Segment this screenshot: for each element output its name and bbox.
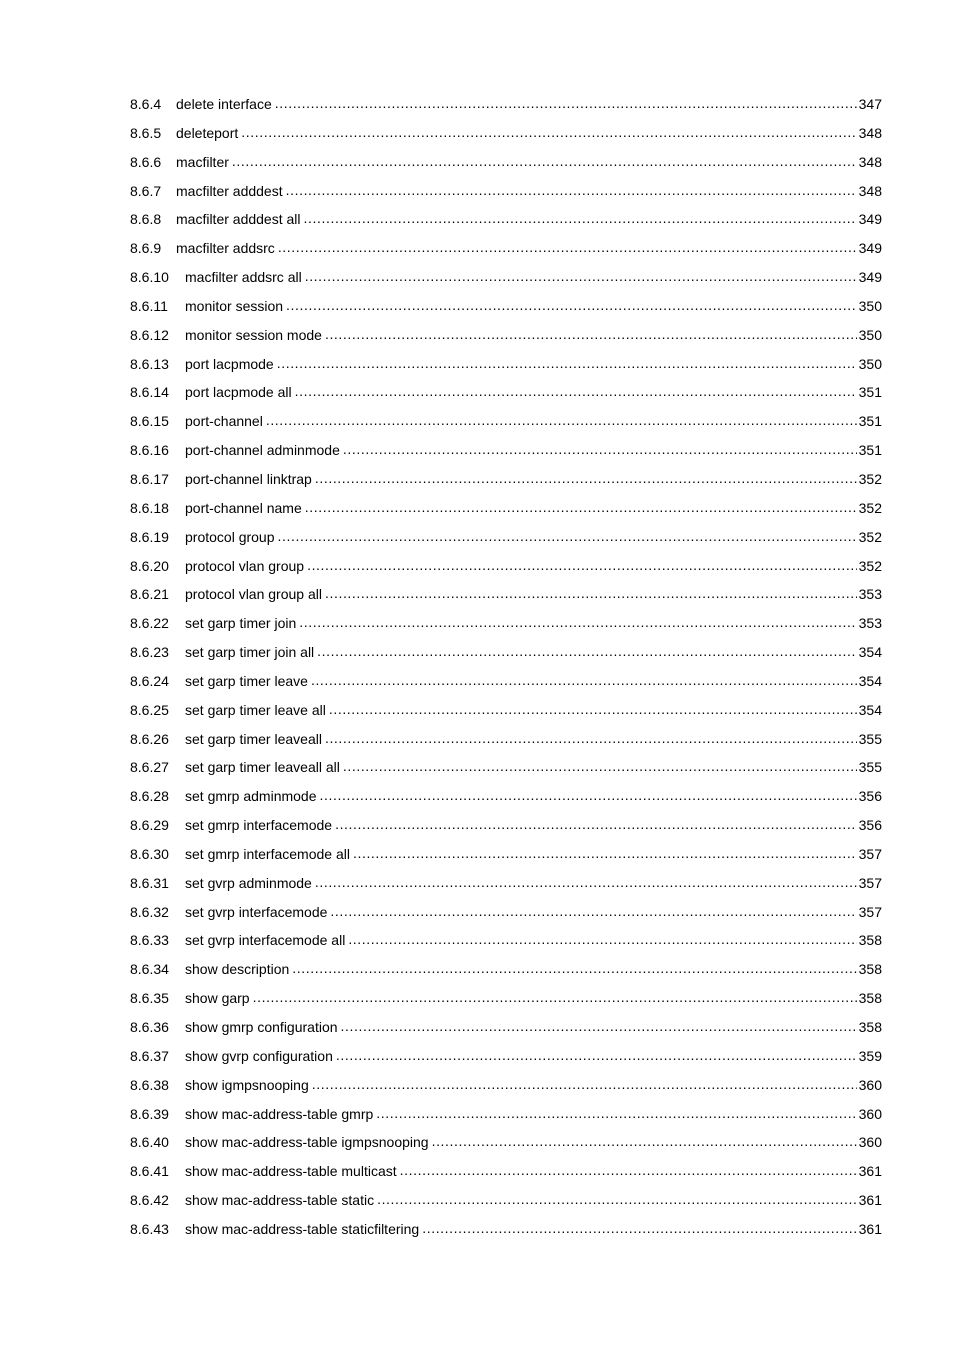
toc-entry-title: show description <box>185 961 290 978</box>
toc-entry[interactable] <box>130 840 882 869</box>
toc-entry-number: 8.6.4 <box>130 96 162 112</box>
toc-entry-page: 358 <box>858 932 882 949</box>
toc-entry-number: 8.6.22 <box>130 615 169 632</box>
toc-entry-page: 361 <box>858 1163 882 1180</box>
toc-entry-page: 347 <box>858 96 882 112</box>
toc-entry-page: 356 <box>858 817 882 834</box>
toc-entry-number: 8.6.14 <box>130 384 169 401</box>
toc-entry-page: 361 <box>858 1220 882 1237</box>
toc-entry-number: 8.6.6 <box>130 153 162 170</box>
toc-entry-title: show igmpsnooping <box>185 1076 309 1093</box>
toc-entry-page: 348 <box>858 124 882 141</box>
toc-entry[interactable] <box>130 177 882 206</box>
toc-entry-title: port lacpmode all <box>185 384 292 401</box>
toc-entry-number: 8.6.16 <box>130 442 169 459</box>
toc-entry[interactable] <box>130 984 882 1013</box>
toc-entry-title: show mac-address-table static <box>185 1192 375 1209</box>
toc-entry[interactable] <box>130 494 882 523</box>
toc-entry-number: 8.6.26 <box>130 730 169 747</box>
toc-entry[interactable] <box>130 321 882 350</box>
toc-entry-number: 8.6.36 <box>130 1019 169 1035</box>
toc-entry-page: 350 <box>858 355 882 372</box>
toc-entry-title: show mac-address-table igmpsnooping <box>185 1134 429 1151</box>
toc-entry-page: 351 <box>858 384 882 401</box>
toc-entry-number: 8.6.37 <box>130 1047 169 1064</box>
toc-entry[interactable] <box>130 753 882 782</box>
toc-entry[interactable] <box>130 667 882 696</box>
toc-dot-leader <box>304 210 857 224</box>
toc-dot-leader <box>241 124 856 138</box>
toc-entry[interactable] <box>130 436 882 465</box>
toc-entry-page: 357 <box>858 845 882 862</box>
toc-dot-leader <box>307 557 857 571</box>
toc-dot-leader <box>275 95 857 109</box>
toc-entry-page: 359 <box>858 1047 882 1064</box>
toc-entry-number: 8.6.21 <box>130 586 169 603</box>
toc-entry-title: show gvrp configuration <box>185 1047 333 1064</box>
toc-dot-leader <box>292 960 856 974</box>
toc-entry-title: protocol group <box>185 528 275 545</box>
toc-dot-leader <box>325 326 857 340</box>
toc-entry-number: 8.6.20 <box>130 557 169 574</box>
toc-entry-number: 8.6.7 <box>130 182 162 199</box>
toc-dot-leader <box>305 268 857 282</box>
toc-entry-number: 8.6.24 <box>130 672 169 689</box>
toc-entry[interactable] <box>130 523 882 552</box>
toc-entry-title: show mac-address-table multicast <box>185 1163 397 1180</box>
toc-entry-page: 356 <box>858 788 882 805</box>
table-of-contents <box>130 90 882 1244</box>
toc-dot-leader <box>320 787 857 801</box>
toc-entry-title: set gmrp interfacemode all <box>185 845 350 862</box>
toc-entry-title: macfilter addsrc <box>176 240 275 257</box>
toc-entry-title: port-channel adminmode <box>185 442 340 459</box>
toc-dot-leader <box>232 153 857 167</box>
toc-entry[interactable] <box>130 1215 882 1244</box>
toc-entry-number: 8.6.13 <box>130 355 169 372</box>
toc-entry[interactable] <box>130 725 882 754</box>
toc-dot-leader <box>343 758 857 772</box>
toc-entry-number: 8.6.17 <box>130 470 169 487</box>
toc-entry-title: set gvrp interfacemode all <box>185 932 346 949</box>
toc-entry-page: 360 <box>858 1134 882 1151</box>
toc-entry[interactable] <box>130 696 882 725</box>
toc-entry-page: 349 <box>858 240 882 257</box>
toc-entry[interactable] <box>130 1042 882 1071</box>
toc-entry-number: 8.6.35 <box>130 990 169 1007</box>
toc-entry-number: 8.6.28 <box>130 788 169 805</box>
toc-dot-leader <box>286 297 857 311</box>
toc-entry-page: 348 <box>858 182 882 199</box>
toc-dot-leader <box>400 1162 857 1176</box>
toc-entry[interactable] <box>130 90 882 119</box>
toc-entry-number: 8.6.5 <box>130 124 162 141</box>
toc-entry-number: 8.6.43 <box>130 1220 169 1237</box>
toc-entry-page: 350 <box>858 297 882 314</box>
toc-entry-title: protocol vlan group all <box>185 586 322 603</box>
toc-entry-title: delete interface <box>176 96 272 112</box>
toc-entry-title: set garp timer leaveall <box>185 730 322 747</box>
toc-entry-title: port-channel name <box>185 499 302 516</box>
toc-entry[interactable] <box>130 378 882 407</box>
toc-entry-page: 348 <box>858 153 882 170</box>
toc-entry-page: 354 <box>858 672 882 689</box>
toc-entry[interactable] <box>130 1013 882 1042</box>
toc-dot-leader <box>286 182 857 196</box>
toc-entry-title: show mac-address-table staticfiltering <box>185 1220 420 1237</box>
toc-entry[interactable] <box>130 609 882 638</box>
toc-entry-number: 8.6.32 <box>130 903 169 920</box>
toc-entry-page: 349 <box>858 211 882 228</box>
toc-dot-leader <box>353 845 857 859</box>
toc-dot-leader <box>330 903 856 917</box>
toc-dot-leader <box>277 355 857 369</box>
toc-entry-number: 8.6.31 <box>130 874 169 891</box>
toc-entry-page: 353 <box>858 615 882 632</box>
toc-entry-page: 358 <box>858 961 882 978</box>
toc-entry-page: 354 <box>858 644 882 661</box>
toc-entry-page: 354 <box>858 701 882 718</box>
toc-dot-leader <box>295 383 857 397</box>
toc-entry-number: 8.6.8 <box>130 211 162 228</box>
toc-entry-page: 353 <box>858 586 882 603</box>
toc-dot-leader <box>311 672 857 686</box>
toc-entry-title: monitor session mode <box>185 326 322 343</box>
toc-entry[interactable] <box>130 465 882 494</box>
toc-dot-leader <box>341 1018 857 1032</box>
toc-entry-page: 352 <box>858 499 882 516</box>
toc-entry-number: 8.6.41 <box>130 1163 169 1180</box>
toc-entry[interactable] <box>130 148 882 177</box>
toc-entry-title: set gmrp adminmode <box>185 788 317 805</box>
toc-entry-page: 355 <box>858 730 882 747</box>
toc-entry-title: deleteport <box>176 124 239 141</box>
toc-entry-page: 355 <box>858 759 882 776</box>
toc-dot-leader <box>336 1047 857 1061</box>
toc-entry-number: 8.6.10 <box>130 269 169 286</box>
toc-entry-title: set garp timer leave all <box>185 701 326 718</box>
toc-entry[interactable] <box>130 869 882 898</box>
toc-entry-title: set gvrp adminmode <box>185 874 312 891</box>
toc-dot-leader <box>253 989 857 1003</box>
toc-entry-title: macfilter addsrc all <box>185 269 302 286</box>
toc-entry-number: 8.6.9 <box>130 240 162 257</box>
toc-entry-number: 8.6.15 <box>130 413 169 430</box>
toc-dot-leader <box>335 816 857 830</box>
toc-entry[interactable] <box>130 205 882 234</box>
toc-entry-number: 8.6.18 <box>130 499 169 516</box>
toc-entry-title: show gmrp configuration <box>185 1019 338 1035</box>
toc-entry[interactable] <box>130 350 882 379</box>
toc-entry-title: show garp <box>185 990 250 1007</box>
toc-entry[interactable] <box>130 552 882 581</box>
toc-entry[interactable] <box>130 1071 882 1100</box>
toc-entry-number: 8.6.34 <box>130 961 169 978</box>
toc-entry-title: set garp timer leave <box>185 672 308 689</box>
toc-entry-title: set gvrp interfacemode <box>185 903 328 920</box>
toc-entry-number: 8.6.42 <box>130 1192 169 1209</box>
toc-entry-page: 349 <box>858 269 882 286</box>
toc-entry-page: 358 <box>858 990 882 1007</box>
toc-entry-title: protocol vlan group <box>185 557 305 574</box>
toc-entry-page: 350 <box>858 326 882 343</box>
toc-dot-leader <box>329 701 857 715</box>
toc-entry-page: 352 <box>858 470 882 487</box>
toc-entry[interactable] <box>130 1128 882 1157</box>
toc-entry-title: show mac-address-table gmrp <box>185 1105 374 1122</box>
toc-entry-title: port-channel linktrap <box>185 470 312 487</box>
toc-entry-number: 8.6.30 <box>130 845 169 862</box>
toc-entry[interactable] <box>130 811 882 840</box>
toc-entry-page: 358 <box>858 1019 882 1035</box>
toc-entry-number: 8.6.12 <box>130 326 169 343</box>
toc-entry-title: macfilter adddest <box>176 182 283 199</box>
toc-dot-leader <box>343 441 857 455</box>
toc-dot-leader <box>348 931 856 945</box>
toc-dot-leader <box>432 1133 857 1147</box>
toc-entry-number: 8.6.40 <box>130 1134 169 1151</box>
toc-entry-title: port lacpmode <box>185 355 274 372</box>
toc-dot-leader <box>422 1220 856 1234</box>
toc-entry-number: 8.6.23 <box>130 644 169 661</box>
toc-entry-number: 8.6.25 <box>130 701 169 718</box>
toc-entry-number: 8.6.27 <box>130 759 169 776</box>
toc-entry-number: 8.6.19 <box>130 528 169 545</box>
toc-dot-leader <box>299 614 856 628</box>
toc-dot-leader <box>325 585 857 599</box>
toc-entry[interactable] <box>130 1186 882 1215</box>
toc-entry[interactable] <box>130 1157 882 1186</box>
toc-dot-leader <box>266 412 857 426</box>
toc-entry[interactable] <box>130 782 882 811</box>
toc-entry-page: 352 <box>858 557 882 574</box>
toc-entry[interactable] <box>130 1100 882 1129</box>
toc-dot-leader <box>377 1191 857 1205</box>
toc-entry-number: 8.6.33 <box>130 932 169 949</box>
toc-entry[interactable] <box>130 263 882 292</box>
toc-entry-title: set gmrp interfacemode <box>185 817 333 834</box>
toc-entry-page: 351 <box>858 413 882 430</box>
toc-entry[interactable] <box>130 119 882 148</box>
toc-dot-leader <box>376 1105 856 1119</box>
toc-entry-title: monitor session <box>185 297 284 314</box>
toc-entry-number: 8.6.29 <box>130 817 169 834</box>
toc-entry[interactable] <box>130 955 882 984</box>
toc-entry-title: macfilter adddest all <box>176 211 301 228</box>
toc-dot-leader <box>305 499 857 513</box>
toc-dot-leader <box>278 239 857 253</box>
toc-entry[interactable] <box>130 638 882 667</box>
toc-entry-page: 360 <box>858 1105 882 1122</box>
toc-entry-title: port-channel <box>185 413 263 430</box>
toc-entry[interactable] <box>130 292 882 321</box>
toc-dot-leader <box>317 643 856 657</box>
toc-entry[interactable] <box>130 898 882 927</box>
toc-dot-leader <box>315 874 857 888</box>
toc-entry-number: 8.6.39 <box>130 1105 169 1122</box>
toc-entry-page: 360 <box>858 1076 882 1093</box>
toc-dot-leader <box>315 470 857 484</box>
toc-entry-page: 357 <box>858 874 882 891</box>
toc-entry-page: 352 <box>858 528 882 545</box>
toc-entry-title: set garp timer leaveall all <box>185 759 340 776</box>
toc-entry-number: 8.6.38 <box>130 1076 169 1093</box>
toc-entry-title: set garp timer join all <box>185 644 315 661</box>
toc-entry[interactable] <box>130 407 882 436</box>
toc-entry-page: 361 <box>858 1192 882 1209</box>
toc-entry[interactable] <box>130 926 882 955</box>
toc-entry-page: 357 <box>858 903 882 920</box>
toc-entry[interactable] <box>130 234 882 263</box>
toc-dot-leader <box>312 1076 857 1090</box>
toc-dot-leader <box>325 730 857 744</box>
toc-entry-title: set garp timer join <box>185 615 297 632</box>
toc-entry-number: 8.6.11 <box>130 297 168 314</box>
toc-entry[interactable] <box>130 580 882 609</box>
toc-dot-leader <box>278 528 857 542</box>
toc-entry-title: macfilter <box>176 153 229 170</box>
toc-entry-page: 351 <box>858 442 882 459</box>
